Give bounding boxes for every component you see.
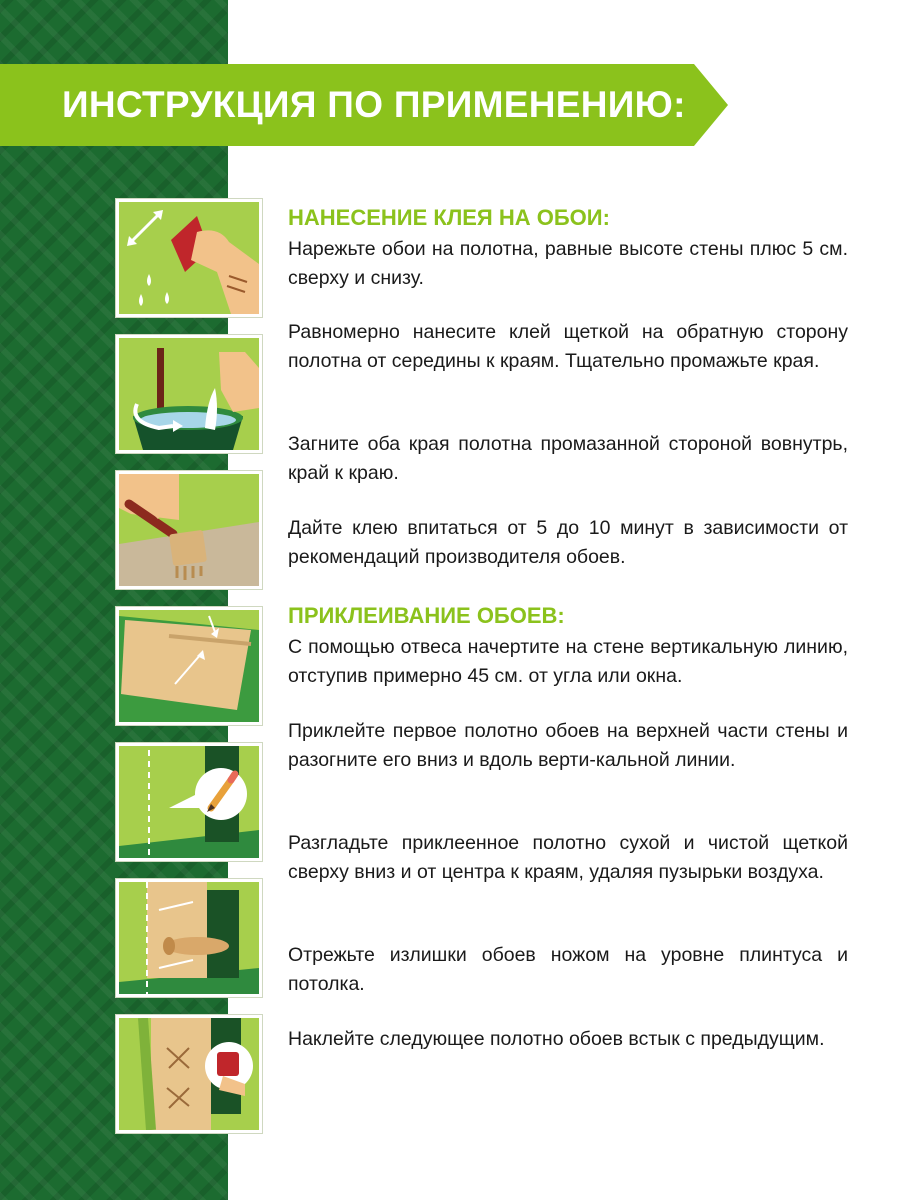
instruction-text: Равномерно нанесите клей щеткой на обратную сторону полотна от середины к краям. Тщательно промажьте края. (288, 321, 848, 372)
mix-glue-bucket-icon (116, 335, 262, 453)
section-title-glue: НАНЕСЕНИЕ КЛЕЯ НА ОБОИ: (288, 205, 610, 230)
plumb-line-pencil-icon (116, 743, 262, 861)
apply-glue-brush-icon (116, 471, 262, 589)
instruction-text: Дайте клею впитаться от 5 до 10 минут в зависимости от рекомендаций производителя обоев. (288, 517, 848, 568)
smooth-wallpaper-icon (116, 1015, 262, 1133)
fold-wallpaper-icon (116, 607, 262, 725)
section-title-hanging: ПРИКЛЕИВАНИЕ ОБОЕВ: (288, 603, 565, 628)
instruction-text: Отрежьте излишки обоев ножом на уровне плинтуса и потолка. (288, 944, 848, 995)
hang-first-sheet-icon (116, 879, 262, 997)
instruction-text: Разгладьте приклеенное полотно сухой и чистой щеткой сверху вниз и от центра к краям, удаляя пузырьки воздуха. (288, 832, 848, 883)
instruction-text: Наклейте следующее полотно обоев встык с предыдущим. (288, 1028, 825, 1050)
instruction-text: С помощью отвеса начертите на стене вертикальную линию, отступив примерно 45 см. от угла или окна. (288, 636, 848, 687)
instruction-text: Загните оба края полотна промазанной стороной вовнутрь, край к краю. (288, 433, 848, 484)
page-title: ИНСТРУКЦИЯ ПО ПРИМЕНЕНИЮ: (62, 84, 686, 125)
cut-wallpaper-icon (116, 199, 262, 317)
instruction-text: Нарежьте обои на полотна, равные высоте стены плюс 5 см. сверху и снизу. (288, 238, 848, 289)
instruction-text: Приклейте первое полотно обоев на верхней части стены и разогните его вниз и вдоль верти-кальной линии. (288, 720, 848, 771)
